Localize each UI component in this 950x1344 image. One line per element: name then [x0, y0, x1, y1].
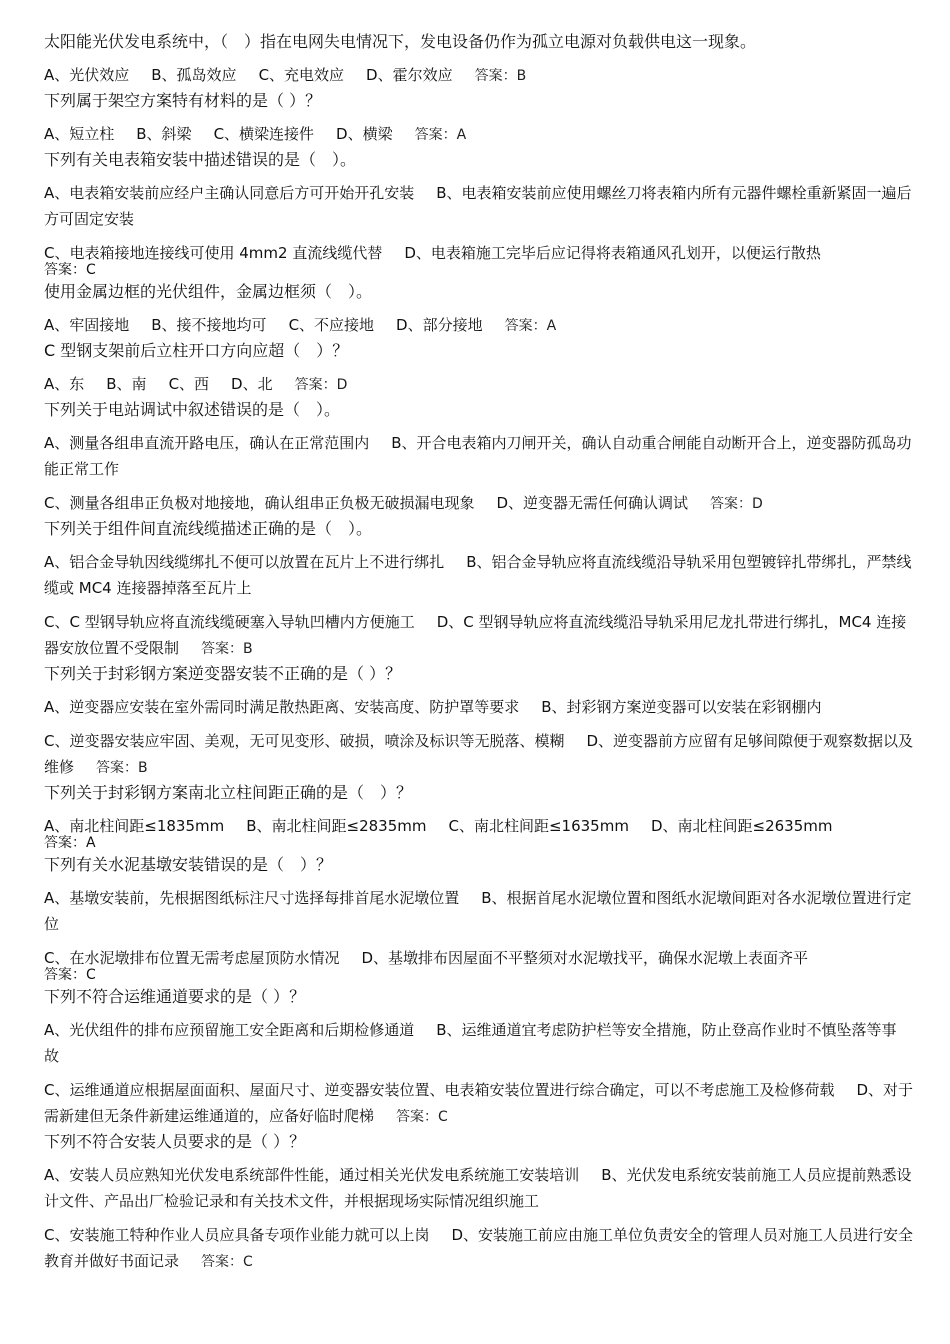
option-text: A、牢固接地	[44, 316, 130, 334]
options-line	[44, 549, 914, 601]
option-text: D、逆变器无需任何确认调试	[496, 494, 689, 512]
question-block	[44, 339, 914, 398]
options-line	[44, 180, 914, 232]
question-block	[44, 517, 914, 662]
option-text: C、西	[168, 375, 210, 393]
options-line	[44, 430, 914, 482]
options-line	[44, 813, 914, 839]
options-line	[44, 1222, 914, 1275]
option-text: D、对于需新建但无条件新建运维通道的，应备好临时爬梯	[44, 1081, 914, 1125]
question-block	[44, 30, 914, 89]
option-text: A、电表箱安装前应经户主确认同意后方可开始开孔安装	[44, 184, 415, 202]
option-text: D、南北柱间距≤2635mm	[650, 817, 833, 835]
option-text: A、光伏效应	[44, 66, 130, 84]
options-line	[44, 1077, 914, 1130]
options-line	[44, 1017, 914, 1069]
option-text: B、铝合金导轨应将直流线缆沿导轨采用包塑镀锌扎带绑扎，严禁线缆或 MC4 连接器掉落至瓦片上	[44, 553, 912, 597]
options-line	[44, 945, 914, 971]
question-text: 下列不符合安装人员要求的是（ ）？	[44, 1132, 306, 1151]
question-block	[44, 280, 914, 339]
option-text: A、短立柱	[44, 125, 115, 143]
answer-text: 答案：B	[96, 760, 148, 776]
question-block	[44, 398, 914, 517]
option-text: C、安装施工特种作业人员应具备专项作业能力就可以上岗	[44, 1226, 430, 1244]
option-text: D、基墩排布因屋面不平整须对水泥墩找平，确保水泥墩上表面齐平	[361, 949, 809, 967]
option-text: D、逆变器前方应留有足够间隙便于观察数据以及维修	[44, 732, 914, 776]
option-text: C、在水泥墩排布位置无需考虑屋顶防水情况	[44, 949, 340, 967]
option-text: A、基墩安装前，先根据图纸标注尺寸选择每排首尾水泥墩位置	[44, 889, 460, 907]
question-block	[44, 89, 914, 148]
option-text: B、封彩钢方案逆变器可以安装在彩钢棚内	[541, 698, 822, 716]
question-text: C 型钢支架前后立柱开口方向应超（ ）？	[44, 341, 349, 360]
question-block	[44, 662, 914, 781]
question-text: 太阳能光伏发电系统中，（ ）指在电网失电情况下，发电设备仍作为孤立电源对负载供电这一现象。	[44, 32, 757, 51]
answer-text: 答案：B	[201, 641, 253, 657]
option-text: D、部分接地	[396, 316, 483, 334]
answer-text: 答案：C	[201, 1254, 253, 1270]
question-text: 下列关于封彩钢方案逆变器安装不正确的是（ ）？	[44, 664, 402, 683]
question-block	[44, 781, 914, 851]
question-text: 下列关于电站调试中叙述错误的是（ ）。	[44, 400, 341, 419]
options-line	[44, 240, 914, 266]
option-text: D、C 型钢导轨应将直流线缆沿导轨采用尼龙扎带进行绑扎，MC4 连接器安放位置不受限制	[44, 613, 907, 657]
option-text: A、测量各组串直流开路电压，确认在正常范围内	[44, 434, 370, 452]
question-block	[44, 853, 914, 983]
option-text: B、光伏发电系统安装前施工人员应提前熟悉设计文件、产品出厂检验记录和有关技术文件，并根据现场实际情况组织施工	[44, 1166, 912, 1210]
options-line	[44, 609, 914, 662]
options-line	[44, 1162, 914, 1214]
option-text: C、运维通道应根据屋面面积、屋面尺寸、逆变器安装位置、电表箱安装位置进行综合确定，可以不考虑施工及检修荷载	[44, 1081, 835, 1099]
option-text: A、逆变器应安装在室外需同时满足散热距离、安装高度、防护罩等要求	[44, 698, 520, 716]
option-text: B、接不接地均可	[151, 316, 267, 334]
document-body	[44, 30, 914, 1275]
question-text: 下列有关水泥基墩安装错误的是（ ）？	[44, 855, 333, 874]
answer-text: 答案：D	[710, 496, 763, 512]
question-block	[44, 985, 914, 1130]
options-line	[44, 312, 914, 339]
option-text: B、斜梁	[136, 125, 192, 143]
question-text: 下列属于架空方案特有材料的是（ ）？	[44, 91, 322, 110]
option-text: D、霍尔效应	[366, 66, 453, 84]
option-text: A、铝合金导轨因线缆绑扎不便可以放置在瓦片上不进行绑扎	[44, 553, 445, 571]
option-text: C、横梁连接件	[213, 125, 315, 143]
option-text: D、电表箱施工完毕后应记得将表箱通风孔划开，以便运行散热	[404, 244, 821, 262]
question-block	[44, 148, 914, 278]
option-text: D、北	[231, 375, 273, 393]
option-text: B、运维通道宜考虑防护栏等安全措施，防止登高作业时不慎坠落等事故	[44, 1021, 897, 1065]
options-line	[44, 121, 914, 148]
options-line	[44, 694, 914, 720]
question-text: 下列有关电表箱安装中描述错误的是（ ）。	[44, 150, 357, 169]
option-text: B、开合电表箱内刀闸开关，确认自动重合闸能自动断开合上，逆变器防孤岛功能正常工作	[44, 434, 912, 478]
option-text: C、充电效应	[258, 66, 345, 84]
answer-text: 答案：C	[396, 1109, 448, 1125]
option-text: A、东	[44, 375, 85, 393]
answer-text: 答案：D	[294, 377, 348, 393]
question-text: 下列关于组件间直流线缆描述正确的是（ ）。	[44, 519, 373, 538]
answer-line: 答案：C	[44, 262, 96, 278]
option-text: C、逆变器安装应牢固、美观，无可见变形、破损，喷涂及标识等无脱落、模糊	[44, 732, 565, 750]
option-text: B、电表箱安装前应使用螺丝刀将表箱内所有元器件螺栓重新紧固一遍后方可固定安装	[44, 184, 912, 228]
answer-line: 答案：C	[44, 967, 96, 983]
option-text: C、南北柱间距≤1635mm	[448, 817, 629, 835]
options-line	[44, 490, 914, 517]
option-text: D、横梁	[336, 125, 393, 143]
question-text: 下列关于封彩钢方案南北立柱间距正确的是（ ）？	[44, 783, 413, 802]
option-text: B、孤岛效应	[151, 66, 237, 84]
options-line	[44, 62, 914, 89]
option-text: A、安装人员应熟知光伏发电系统部件性能，通过相关光伏发电系统施工安装培训	[44, 1166, 580, 1184]
option-text: C、不应接地	[288, 316, 375, 334]
options-line	[44, 371, 914, 398]
option-text: D、安装施工前应由施工单位负责安全的管理人员对施工人员进行安全教育并做好书面记录	[44, 1226, 914, 1270]
question-text: 下列不符合运维通道要求的是（ ）？	[44, 987, 306, 1006]
answer-text: 答案：B	[474, 68, 527, 84]
option-text: C、C 型钢导轨应将直流线缆硬塞入导轨凹槽内方便施工	[44, 613, 415, 631]
options-line	[44, 728, 914, 781]
option-text: B、根据首尾水泥墩位置和图纸水泥墩间距对各水泥墩位置进行定位	[44, 889, 912, 933]
question-block	[44, 1130, 914, 1275]
option-text: B、南	[106, 375, 147, 393]
option-text: A、光伏组件的排布应预留施工安全距离和后期检修通道	[44, 1021, 415, 1039]
option-text: B、南北柱间距≤2835mm	[246, 817, 427, 835]
answer-text: 答案：A	[414, 127, 467, 143]
option-text: A、南北柱间距≤1835mm	[44, 817, 225, 835]
question-text: 使用金属边框的光伏组件，金属边框须（ ）。	[44, 282, 373, 301]
options-line	[44, 885, 914, 937]
option-text: C、电表箱接地连接线可使用 4mm2 直流线缆代替	[44, 244, 383, 262]
answer-line: 答案：A	[44, 835, 96, 851]
option-text: C、测量各组串正负极对地接地，确认组串正负极无破损漏电现象	[44, 494, 475, 512]
answer-text: 答案：A	[504, 318, 557, 334]
